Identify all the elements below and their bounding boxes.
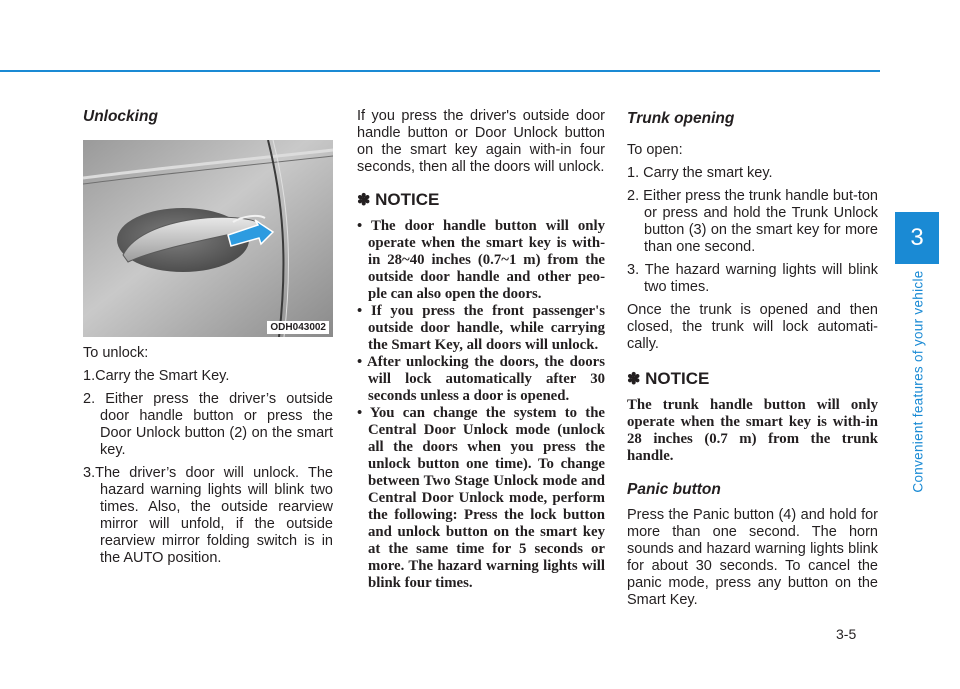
notice-bullet: • You can change the system to the Central Door Unlock mode (unlock all the doors when you press the unlock button one time). To change between Two Stage Unlock mode and Central Door Unlock mode, perform the following: Press the lock button and unlock button on the smart key at the same time for 5 seconds or more. The hazard warning lights will blink four times.	[357, 405, 605, 591]
unlock-step-3: 3.The driver’s door will unlock. The hazard warning lights will blink two times. Also, the outside rearview mirror will unfold, if the outside rearview mirror folding switch is in the AUTO position.	[83, 465, 333, 566]
column-unlocking	[83, 108, 333, 567]
panic-button-text: Press the Panic button (4) and hold for more than one second. The horn sounds and hazard warning lights blink for about 30 seconds. To cancel the panic mode, press any button on the Smart Key.	[627, 507, 878, 608]
trunk-step-2: 2. Either press the trunk handle but-ton or press and hold the Trunk Unlock button (3) on the smart key for more than one second.	[627, 188, 878, 255]
image-code-label: ODH043002	[267, 321, 329, 334]
unlock-step-1: 1.Carry the Smart Key.	[83, 368, 230, 384]
door-handle-illustration	[83, 140, 333, 337]
section-title-trunk-opening: Trunk opening	[627, 110, 735, 127]
notice-list	[357, 218, 605, 592]
column-unlocking-continued	[357, 108, 605, 592]
notice-star-icon: ✽	[627, 371, 641, 388]
notice-bullet: • The door handle button will only operate when the smart key is with-in 28~40 inches (0.7~1 m) from the outside door handle and other peo-ple can also open the doors.	[357, 218, 605, 302]
unlock-step-2: 2. Either press the driver’s outside door handle button or press the Door Unlock button (2) on the smart key.	[83, 391, 333, 458]
notice-title: NOTICE	[375, 190, 440, 209]
section-title-panic-button: Panic button	[627, 481, 721, 498]
trunk-notice-text: The trunk handle button will only operate when the smart key is with-in 28 inches (0.7 m) from the trunk handle.	[627, 397, 878, 464]
notice-bullet: • If you press the front passenger's outside door handle, while carrying the Smart Key, all doors will unlock.	[357, 303, 605, 353]
trunk-auto-lock-text: Once the trunk is opened and then closed, the trunk will lock automati-cally.	[627, 302, 878, 352]
notice-heading	[357, 190, 605, 210]
to-open-text: To open:	[627, 142, 683, 158]
column-trunk-opening	[627, 108, 878, 609]
door-handle-photo	[83, 140, 333, 337]
header-rule	[0, 70, 880, 72]
chapter-title: Convenient features of your vehicle	[910, 269, 926, 493]
trunk-step-3: 3. The hazard warning lights will blink two times.	[627, 262, 878, 295]
chapter-number: 3	[910, 224, 924, 251]
trunk-step-1: 1. Carry the smart key.	[627, 165, 773, 181]
notice-title: NOTICE	[645, 369, 710, 388]
unlock-all-doors-text: If you press the driver's outside door handle button or Door Unlock button on the smart key again with-in four seconds, then all the doors will unlock.	[357, 108, 605, 175]
section-title-unlocking: Unlocking	[83, 108, 158, 125]
to-unlock-text: To unlock:	[83, 345, 149, 361]
notice-star-icon: ✽	[357, 192, 371, 209]
trunk-notice-heading	[627, 369, 878, 389]
chapter-title-vertical	[907, 268, 929, 494]
notice-bullet: • After unlocking the doors, the doors will lock automatically after 30 seconds unless a door is opened.	[357, 354, 605, 404]
chapter-number-tab	[895, 212, 939, 264]
page-number: 3-5	[836, 626, 857, 642]
